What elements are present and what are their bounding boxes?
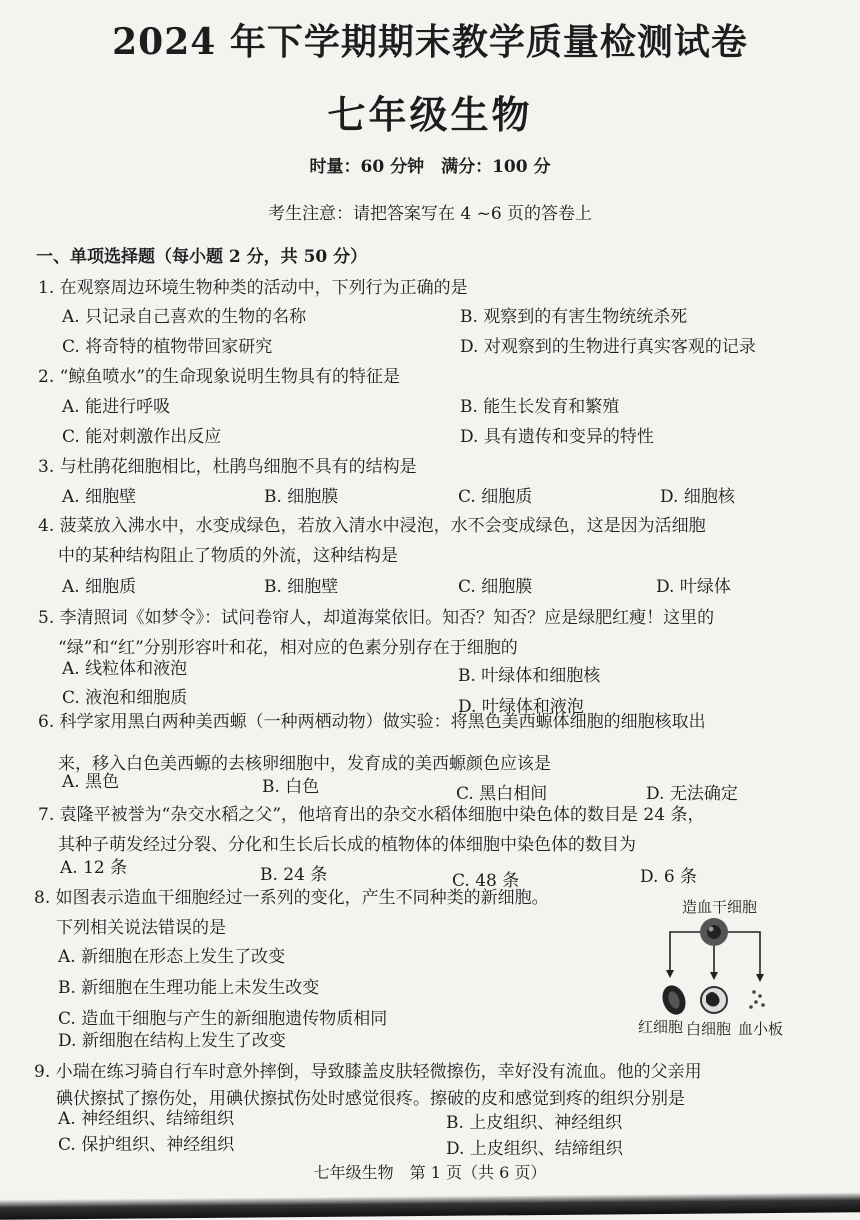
q4-option-c: C. 细胞膜: [458, 577, 533, 597]
q2-option-a: A. 能进行呼吸: [62, 397, 171, 417]
question-7-cont: 其种子萌发经过分裂、分化和生长后长成的植物体的体细胞中染色体的数目为: [58, 835, 636, 855]
q1-option-c: C. 将奇特的植物带回家研究: [62, 337, 273, 357]
q6-option-b: B. 白色: [262, 777, 320, 797]
question-number: 2.: [38, 367, 55, 387]
exam-subject: 七年级生物: [327, 92, 533, 137]
q8-option-b: B. 新细胞在生理功能上未发生改变: [58, 978, 320, 998]
question-7: [38, 800, 704, 825]
q8-option-c: C. 造血干细胞与产生的新细胞遗传物质相同: [58, 1009, 388, 1029]
q8-option-d: D. 新细胞在结构上发生了改变: [58, 1031, 286, 1051]
q7-option-a: A. 12 条: [60, 858, 128, 878]
question-9-cont: 碘伏擦拭了擦伤处，用碘伏擦拭伤处时感觉很疼。擦破的皮和感觉到疼的组织分别是: [56, 1089, 685, 1109]
diagram-label-rbc: 红细胞: [638, 1018, 684, 1036]
q4-option-a: A. 细胞质: [62, 577, 137, 597]
q9-option-b: B. 上皮组织、神经组织: [446, 1113, 623, 1133]
q5-option-c: C. 液泡和细胞质: [62, 688, 188, 708]
question-8: [34, 883, 549, 908]
q2-option-b: B. 能生长发育和繁殖: [460, 397, 620, 417]
q4-option-d: D. 叶绿体: [656, 577, 731, 597]
question-stem: 与杜鹃花细胞相比，杜鹃鸟细胞不具有的结构是: [59, 457, 417, 477]
question-number: 7.: [38, 805, 55, 825]
question-1: [38, 273, 468, 298]
q1-option-a: A. 只记录自己喜欢的生物的名称: [62, 307, 307, 327]
question-6-cont: 来，移入白色美西螈的去核卵细胞中，发育成的美西螈颜色应该是: [58, 754, 551, 774]
diagram-top-label: 造血干细胞: [682, 898, 758, 916]
white-blood-cell: [701, 987, 727, 1013]
question-4-cont: 中的某种结构阻止了物质的外流，这种结构是: [58, 546, 398, 566]
question-5: [38, 603, 714, 628]
stem-cell-diagram: [630, 892, 800, 1042]
q5-option-a: A. 线粒体和液泡: [62, 659, 188, 679]
question-number: 1.: [38, 278, 55, 298]
q3-option-b: B. 细胞膜: [264, 487, 339, 507]
question-number: 8.: [34, 888, 51, 908]
question-number: 5.: [38, 608, 55, 628]
q4-option-b: B. 细胞壁: [264, 577, 339, 597]
q5-option-d: D. 叶绿体和液泡: [458, 697, 584, 717]
q9-option-c: C. 保护组织、神经组织: [58, 1135, 235, 1155]
question-5-cont: “绿”和“红”分别形容叶和花，相对应的色素分别存在于细胞的: [58, 638, 518, 658]
question-number: 3.: [38, 457, 55, 477]
exam-time-info: 时量：60 分钟 满分：100 分: [309, 157, 551, 177]
question-8-cont: 下列相关说法错误的是: [56, 918, 226, 938]
question-stem: 菠菜放入沸水中，水变成绿色，若放入清水中浸泡，水不会变成绿色，这是因为活细胞: [59, 516, 706, 536]
q1-option-d: D. 对观察到的生物进行真实客观的记录: [460, 337, 756, 357]
q1-option-b: B. 观察到的有害生物统统杀死: [460, 307, 688, 327]
question-3: [38, 452, 417, 477]
q7-option-b: B. 24 条: [260, 865, 328, 885]
q3-option-d: D. 细胞核: [660, 487, 735, 507]
question-stem: “鲸鱼喷水”的生命现象说明生物具有的特征是: [59, 367, 401, 387]
platelets: [749, 990, 765, 1009]
q3-option-c: C. 细胞质: [458, 487, 533, 507]
q6-option-a: A. 黑色: [62, 772, 120, 792]
question-stem: 袁隆平被誉为“杂交水稻之父”，他培育出的杂交水稻体细胞中染色体的数目是 24 条，: [59, 805, 705, 825]
exam-title: 2024 年下学期期末教学质量检测试卷: [112, 21, 748, 63]
diagram-label-wbc: 白细胞: [686, 1020, 732, 1038]
question-4: [38, 511, 706, 536]
q9-option-a: A. 神经组织、结缔组织: [58, 1109, 235, 1129]
q9-option-d: D. 上皮组织、结缔组织: [446, 1139, 623, 1159]
question-number: 9.: [34, 1062, 51, 1082]
question-number: 4.: [38, 516, 55, 536]
q6-option-c: C. 黑白相间: [456, 784, 548, 804]
diagram-label-platelet: 血小板: [738, 1020, 784, 1038]
q7-option-c: C. 48 条: [452, 871, 520, 891]
red-blood-cell: [659, 982, 690, 1018]
page-footer: 七年级生物 第 1 页（共 6 页）: [313, 1163, 547, 1182]
question-stem: 科学家用黑白两种美西螈（一种两栖动物）做实验：将黑色美西螈体细胞的细胞核取出: [59, 712, 706, 732]
stem-cell: [700, 918, 728, 946]
question-2: [38, 362, 400, 387]
question-stem: 李清照词《如梦令》：试问卷帘人，却道海棠依旧。知否？知否？应是绿肥红瘦！这里的: [59, 608, 715, 628]
q3-option-a: A. 细胞壁: [62, 487, 137, 507]
q2-option-c: C. 能对刺激作出反应: [62, 427, 222, 447]
q7-option-d: D. 6 条: [640, 867, 698, 887]
question-6: [38, 707, 706, 732]
question-number: 6.: [38, 712, 55, 732]
q8-option-a: A. 新细胞在形态上发生了改变: [58, 947, 286, 967]
q6-option-d: D. 无法确定: [646, 784, 738, 804]
q2-option-d: D. 具有遗传和变异的特性: [460, 427, 654, 447]
exam-notice: 考生注意：请把答案写在 4 ~6 页的答卷上: [267, 204, 593, 224]
question-stem: 如图表示造血干细胞经过一系列的变化，产生不同种类的新细胞。: [55, 888, 549, 908]
question-stem: 在观察周边环境生物种类的活动中，下列行为正确的是: [59, 278, 468, 298]
question-stem: 小瑞在练习骑自行车时意外摔倒，导致膝盖皮肤轻微擦伤，幸好没有流血。他的父亲用: [55, 1062, 702, 1082]
question-9: [34, 1057, 702, 1082]
section-heading: 一、单项选择题（每小题 2 分，共 50 分）: [36, 247, 368, 267]
q5-option-b: B. 叶绿体和细胞核: [458, 666, 601, 686]
